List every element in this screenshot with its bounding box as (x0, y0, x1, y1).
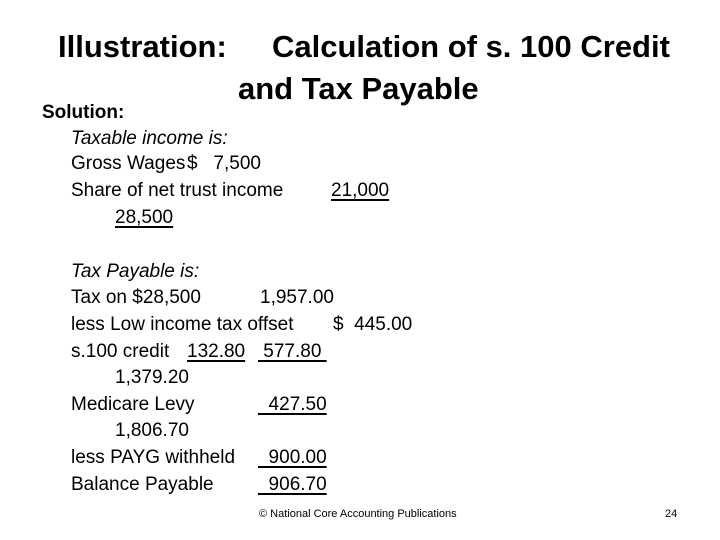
tax-payable-heading: Tax Payable is: (71, 261, 200, 282)
gross-wages-value: $ 7,500 (187, 153, 261, 174)
offsets-total: 577.80 (258, 341, 327, 362)
footer-copyright: © National Core Accounting Publications (259, 508, 457, 520)
subtotal-with-medicare: 1,806.70 (115, 420, 189, 441)
taxable-income-heading: Taxable income is: (71, 128, 228, 149)
tax-on-income-value: 1,957.00 (260, 287, 334, 308)
taxable-income-total: 28,500 (115, 207, 174, 228)
balance-payable-label: Balance Payable (71, 474, 214, 495)
low-income-offset-value: $ 445.00 (333, 314, 413, 335)
title-calculation: Calculation of s. 100 Credit (272, 29, 670, 64)
balance-payable-value: 906.70 (258, 474, 327, 495)
tax-on-income-label: Tax on $28,500 (71, 287, 201, 308)
solution-label: Solution: (42, 102, 125, 123)
payg-withheld-value: 900.00 (258, 447, 327, 468)
title-tax-payable: and Tax Payable (238, 71, 479, 106)
low-income-offset-label: less Low income tax offset (71, 314, 294, 335)
gross-wages-label: Gross Wages (71, 153, 186, 174)
s100-credit-value: 132.80 (187, 341, 246, 362)
payg-withheld-label: less PAYG withheld (71, 447, 236, 468)
medicare-levy-label: Medicare Levy (71, 394, 195, 415)
medicare-levy-value: 427.50 (258, 394, 327, 415)
s100-credit-label: s.100 credit (71, 341, 170, 362)
title-illustration: Illustration: (58, 29, 227, 64)
trust-income-value: 21,000 (331, 180, 390, 201)
trust-income-label: Share of net trust income (71, 180, 284, 201)
page-number: 24 (665, 508, 678, 520)
subtotal-after-offsets: 1,379.20 (115, 367, 189, 388)
